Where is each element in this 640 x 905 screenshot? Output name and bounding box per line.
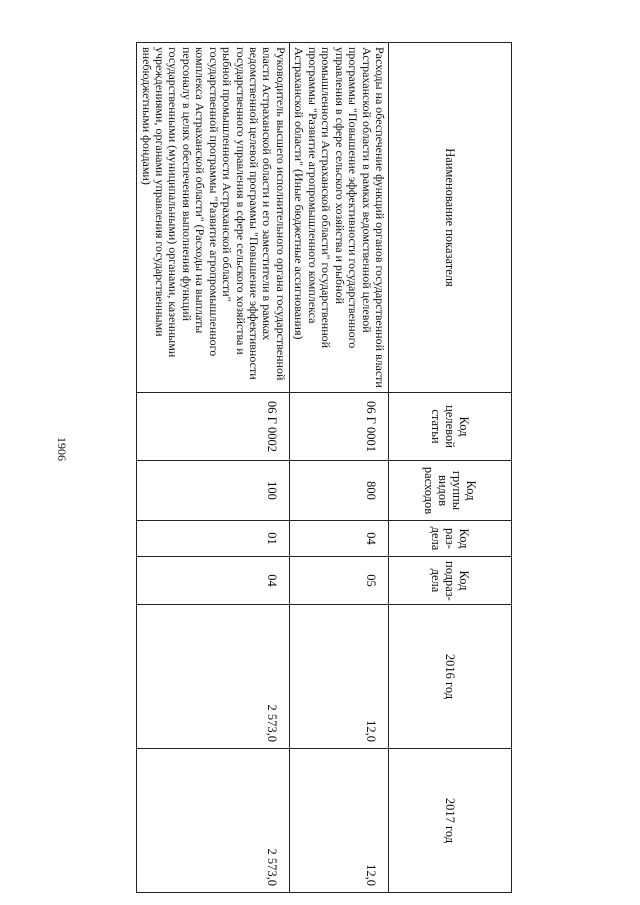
row-target-code: 06 Г 0002: [137, 393, 290, 461]
row-target-code: 06 Г 0001: [289, 393, 388, 461]
row-group-code: 800: [289, 461, 388, 521]
row-year-2017: 12,0: [289, 749, 388, 893]
table-row: [289, 43, 388, 893]
row-name: Расходы на обеспечение функций органов государственной власти Астраханской области в рамках ведомственной целевой программы "Повышение эффективности государственного управления в сфере сельского хозяйства и рыбной промышленности Астраханской области" государственной программы "Развитие агропромышленного комплекса Астраханской области" (Иные бюджетные ассигнования): [289, 43, 388, 393]
row-year-2016: 12,0: [289, 605, 388, 749]
header-section-code: Код раз-дела: [389, 521, 512, 557]
row-year-2017: 2 573,0: [137, 749, 290, 893]
row-subsection-code: 05: [289, 557, 388, 605]
row-subsection-code: 04: [137, 557, 290, 605]
row-section-code: 04: [289, 521, 388, 557]
page-number: 1906: [55, 437, 69, 461]
header-target-code: Код целевой статьи: [389, 393, 512, 461]
row-name: Руководитель высшего исполнительного органа государственной власти Астраханской области и его заместители в рамках ведомственной целевой программы "Повышение эффективности государственного управления в сфере сельского хозяйства и рыбной промышленности Астраханской области" государственной программы "Развитие агропромышленного комплекса Астраханской области" (Расходы на выплаты персоналу в целях обеспечения выполнения функций государственными (муниципальными) органами, казенными учреждениями, органами управления государственными внебюджетными фондами): [137, 43, 290, 393]
header-name: Наименование показателя: [389, 43, 512, 393]
budget-table: [136, 42, 512, 893]
row-group-code: 100: [137, 461, 290, 521]
row-section-code: 01: [137, 521, 290, 557]
header-subsection-code: Код подраз-дела: [389, 557, 512, 605]
row-year-2016: 2 573,0: [137, 605, 290, 749]
table-header-row: [389, 43, 512, 893]
rotated-sheet: [139, 42, 512, 892]
header-year-2017: 2017 год: [389, 749, 512, 893]
header-group-code: Код группы видов расходов: [389, 461, 512, 521]
header-year-2016: 2016 год: [389, 605, 512, 749]
table-row: [137, 43, 290, 893]
